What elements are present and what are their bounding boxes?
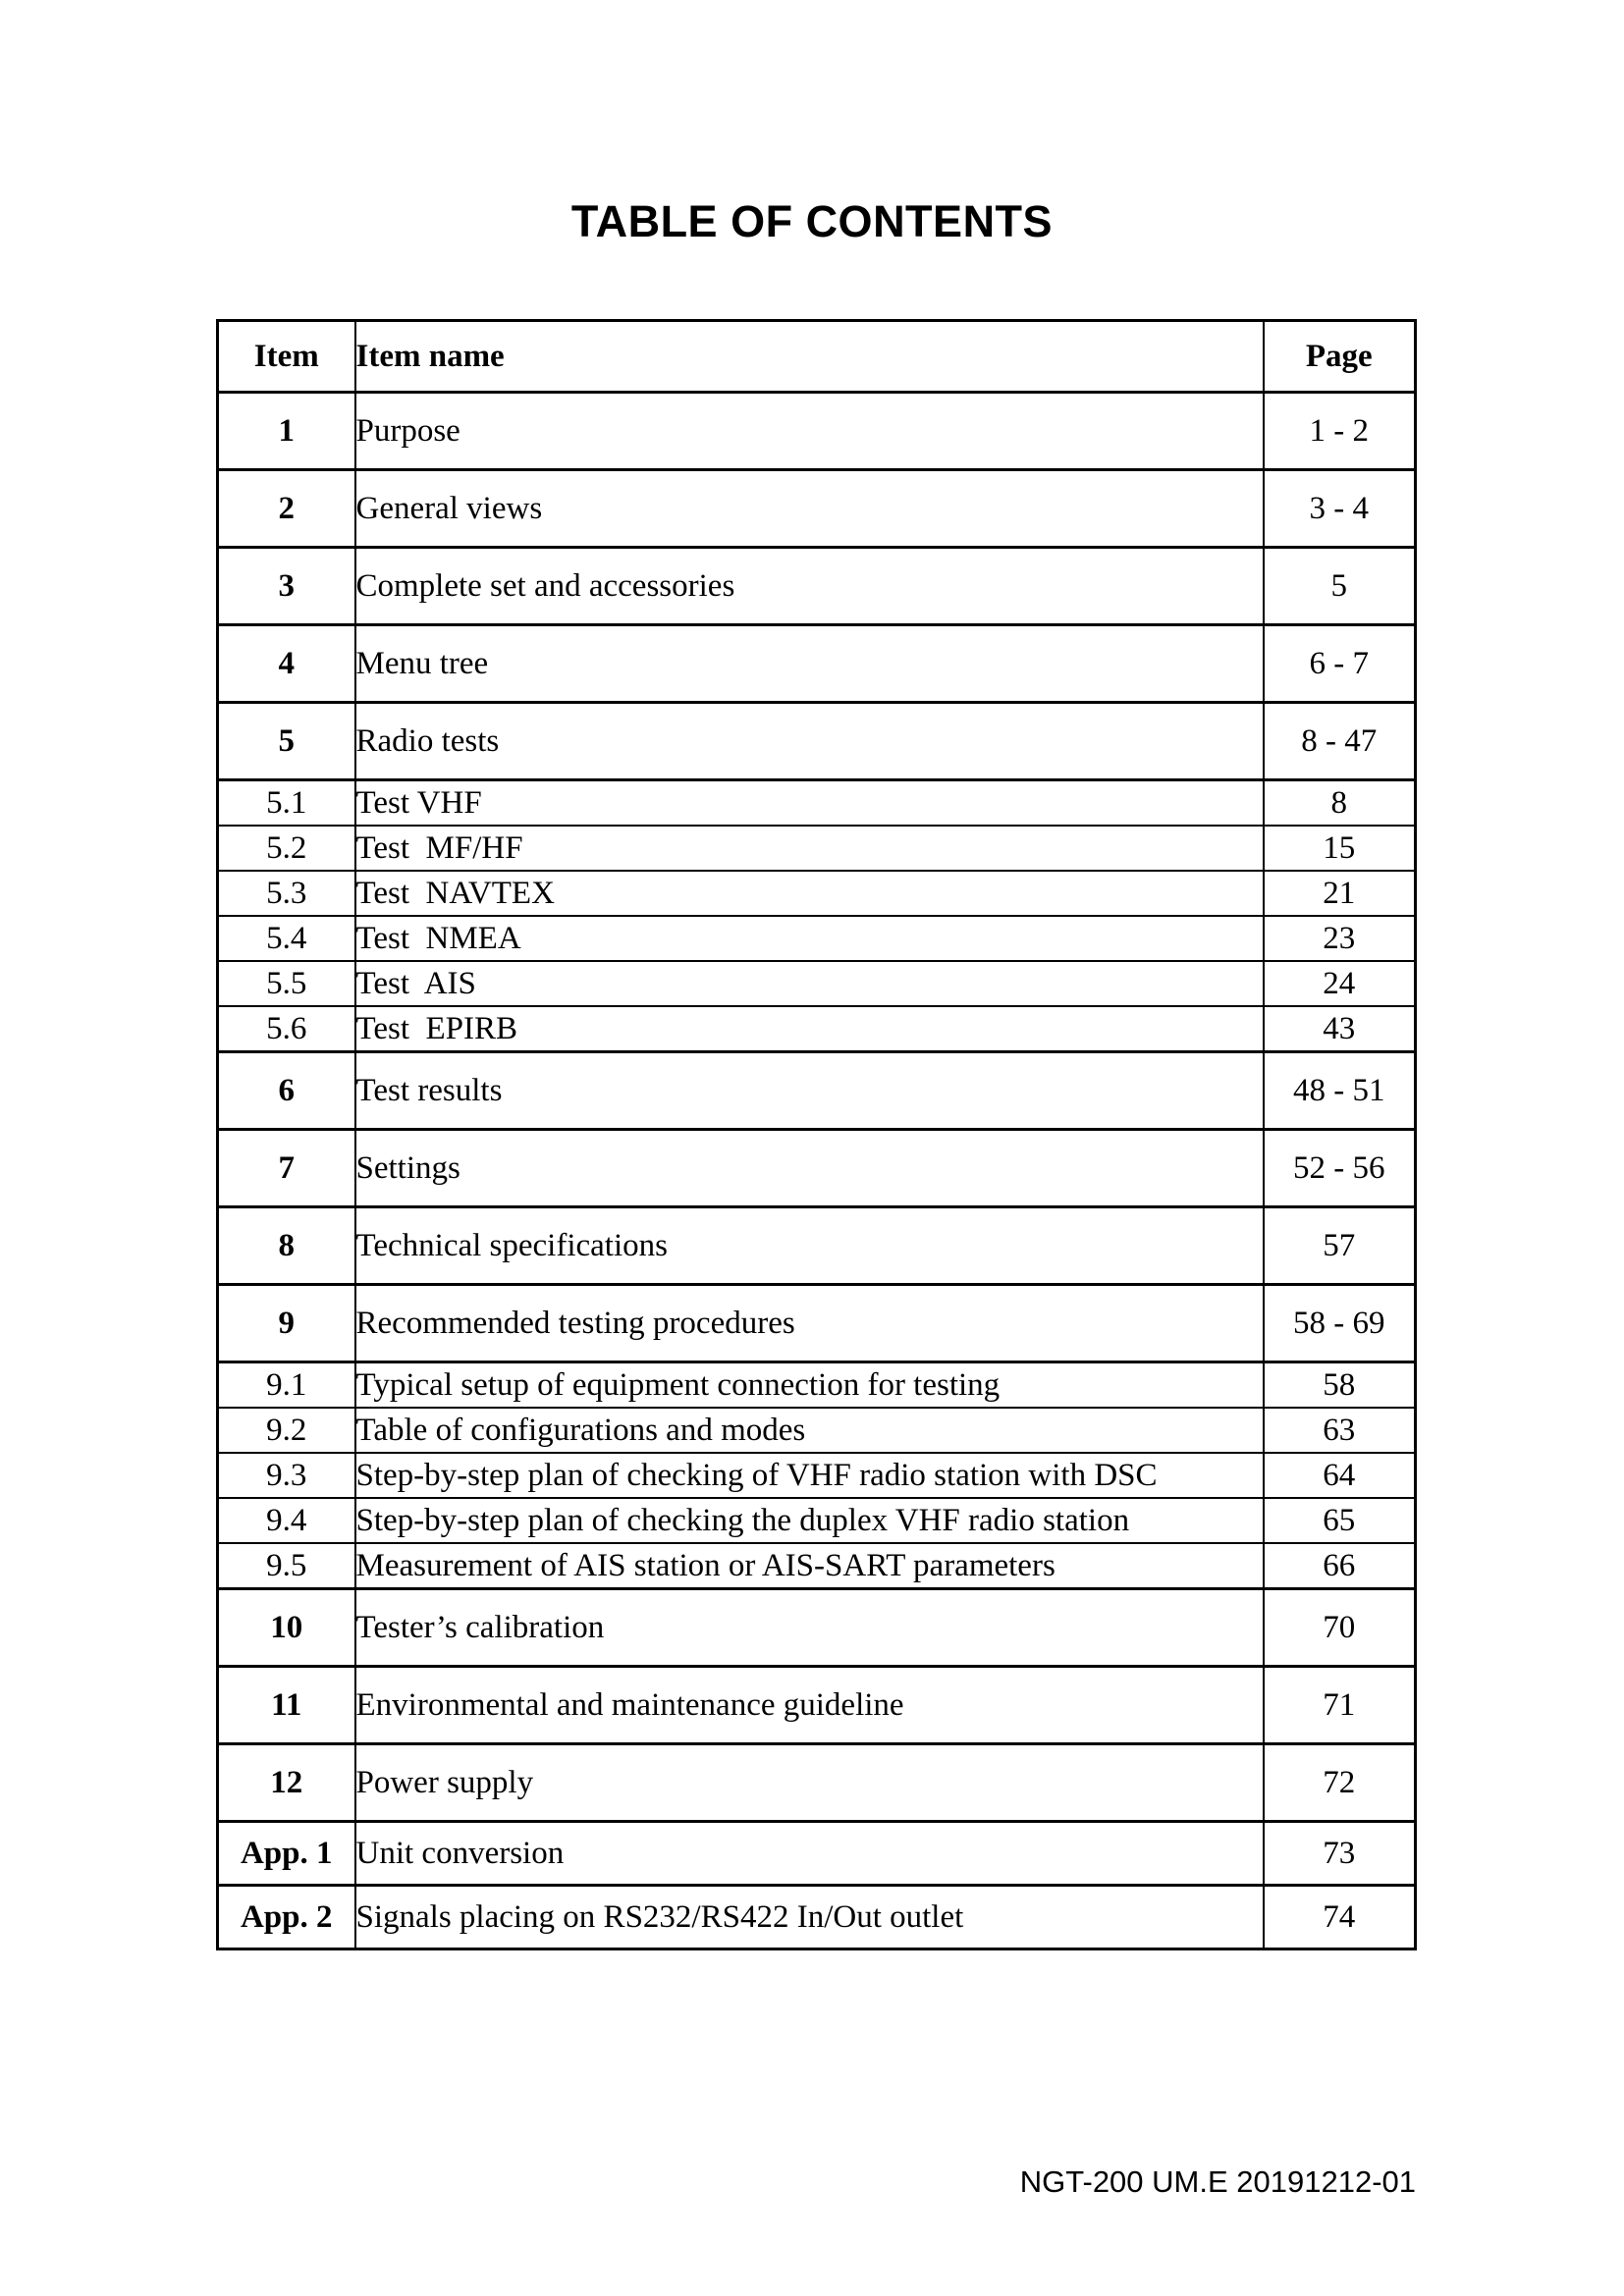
row-page-number: 8 - 47 <box>1264 703 1416 780</box>
row-page-number: 71 <box>1264 1667 1416 1744</box>
table-row <box>218 1006 1416 1052</box>
table-row <box>218 1886 1416 1949</box>
row-item-number: 9.5 <box>218 1543 355 1589</box>
row-page-number: 58 <box>1264 1362 1416 1409</box>
table-row <box>218 1408 1416 1453</box>
row-item-name: Test results <box>355 1052 1264 1130</box>
column-header-page: Page <box>1264 321 1416 393</box>
row-item-name: Typical setup of equipment connection for testing <box>355 1362 1264 1409</box>
row-item-number: App. 1 <box>218 1822 355 1886</box>
table-row <box>218 625 1416 703</box>
row-item-name: Technical specifications <box>355 1207 1264 1285</box>
row-page-number: 21 <box>1264 871 1416 916</box>
table-row <box>218 871 1416 916</box>
row-item-number: 5.4 <box>218 916 355 961</box>
row-item-name: Test EPIRB <box>355 1006 1264 1052</box>
table-row <box>218 703 1416 780</box>
row-item-name: Step-by-step plan of checking the duplex VHF radio station <box>355 1498 1264 1543</box>
page-title: TABLE OF CONTENTS <box>570 196 1054 246</box>
row-page-number: 6 - 7 <box>1264 625 1416 703</box>
table-row <box>218 393 1416 470</box>
row-page-number: 66 <box>1264 1543 1416 1589</box>
toc-table <box>216 319 1417 1950</box>
row-item-number: 2 <box>218 470 355 548</box>
row-item-name: Test NAVTEX <box>355 871 1264 916</box>
toc-table-body <box>218 393 1416 1949</box>
row-item-number: 5.1 <box>218 780 355 827</box>
row-item-name: Menu tree <box>355 625 1264 703</box>
document-footer: NGT-200 UM.E 20191212-01 <box>1019 2164 1416 2199</box>
row-page-number: 72 <box>1264 1744 1416 1822</box>
row-page-number: 15 <box>1264 826 1416 871</box>
row-page-number: 1 - 2 <box>1264 393 1416 470</box>
row-item-number: 5.2 <box>218 826 355 871</box>
row-item-name: Table of configurations and modes <box>355 1408 1264 1453</box>
row-item-name: Complete set and accessories <box>355 548 1264 625</box>
table-row <box>218 826 1416 871</box>
row-item-number: 9.4 <box>218 1498 355 1543</box>
row-item-number: 7 <box>218 1130 355 1207</box>
row-item-name: General views <box>355 470 1264 548</box>
row-item-number: 12 <box>218 1744 355 1822</box>
table-row <box>218 1498 1416 1543</box>
table-row <box>218 548 1416 625</box>
table-header-row <box>218 321 1416 393</box>
row-item-number: 9.1 <box>218 1362 355 1409</box>
row-item-name: Tester’s calibration <box>355 1589 1264 1667</box>
row-page-number: 64 <box>1264 1453 1416 1498</box>
row-item-number: 1 <box>218 393 355 470</box>
row-page-number: 23 <box>1264 916 1416 961</box>
row-item-number: 9.3 <box>218 1453 355 1498</box>
row-item-name: Power supply <box>355 1744 1264 1822</box>
row-item-number: 5 <box>218 703 355 780</box>
table-row <box>218 1285 1416 1362</box>
row-page-number: 5 <box>1264 548 1416 625</box>
table-row <box>218 1589 1416 1667</box>
table-row <box>218 1362 1416 1409</box>
row-page-number: 3 - 4 <box>1264 470 1416 548</box>
row-item-name: Step-by-step plan of checking of VHF radio station with DSC <box>355 1453 1264 1498</box>
row-page-number: 70 <box>1264 1589 1416 1667</box>
row-page-number: 58 - 69 <box>1264 1285 1416 1362</box>
row-page-number: 43 <box>1264 1006 1416 1052</box>
row-page-number: 63 <box>1264 1408 1416 1453</box>
row-item-name: Measurement of AIS station or AIS-SART parameters <box>355 1543 1264 1589</box>
row-item-number: 9.2 <box>218 1408 355 1453</box>
table-row <box>218 1822 1416 1886</box>
row-page-number: 8 <box>1264 780 1416 827</box>
row-item-name: Unit conversion <box>355 1822 1264 1886</box>
row-page-number: 48 - 51 <box>1264 1052 1416 1130</box>
row-item-name: Signals placing on RS232/RS422 In/Out outlet <box>355 1886 1264 1949</box>
row-item-number: 5.6 <box>218 1006 355 1052</box>
column-header-item: Item <box>218 321 355 393</box>
row-item-number: App. 2 <box>218 1886 355 1949</box>
row-item-name: Environmental and maintenance guideline <box>355 1667 1264 1744</box>
row-page-number: 52 - 56 <box>1264 1130 1416 1207</box>
table-row <box>218 961 1416 1006</box>
row-item-number: 5.3 <box>218 871 355 916</box>
row-page-number: 74 <box>1264 1886 1416 1949</box>
table-row <box>218 1667 1416 1744</box>
table-row <box>218 780 1416 827</box>
row-item-number: 11 <box>218 1667 355 1744</box>
table-row <box>218 1543 1416 1589</box>
row-item-number: 8 <box>218 1207 355 1285</box>
row-item-name: Settings <box>355 1130 1264 1207</box>
row-page-number: 57 <box>1264 1207 1416 1285</box>
row-item-name: Test MF/HF <box>355 826 1264 871</box>
row-page-number: 24 <box>1264 961 1416 1006</box>
row-item-number: 10 <box>218 1589 355 1667</box>
table-row <box>218 1453 1416 1498</box>
row-page-number: 73 <box>1264 1822 1416 1886</box>
row-page-number: 65 <box>1264 1498 1416 1543</box>
row-item-number: 3 <box>218 548 355 625</box>
row-item-name: Recommended testing procedures <box>355 1285 1264 1362</box>
table-row <box>218 1207 1416 1285</box>
table-row <box>218 1130 1416 1207</box>
table-row <box>218 1744 1416 1822</box>
row-item-number: 9 <box>218 1285 355 1362</box>
row-item-name: Test NMEA <box>355 916 1264 961</box>
row-item-name: Purpose <box>355 393 1264 470</box>
row-item-number: 4 <box>218 625 355 703</box>
row-item-name: Radio tests <box>355 703 1264 780</box>
table-row <box>218 470 1416 548</box>
row-item-name: Test AIS <box>355 961 1264 1006</box>
table-row <box>218 1052 1416 1130</box>
row-item-name: Test VHF <box>355 780 1264 827</box>
table-row <box>218 916 1416 961</box>
row-item-number: 5.5 <box>218 961 355 1006</box>
column-header-item-name: Item name <box>355 321 1264 393</box>
row-item-number: 6 <box>218 1052 355 1130</box>
